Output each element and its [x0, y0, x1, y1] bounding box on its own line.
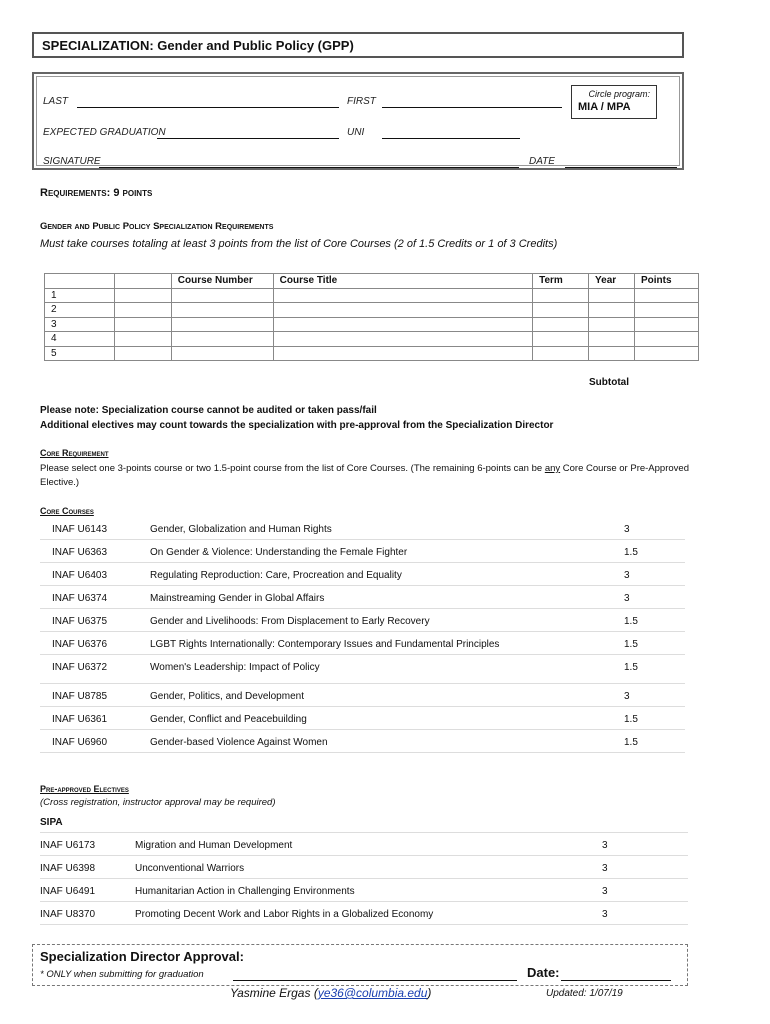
cell[interactable] — [171, 332, 273, 347]
table-row — [45, 303, 699, 318]
list-item — [40, 707, 685, 730]
col-header-course-number: Course Number — [171, 274, 273, 289]
list-item — [40, 879, 688, 902]
col-header-term: Term — [533, 274, 589, 289]
list-item — [40, 517, 685, 540]
course-code: INAF U6491 — [40, 886, 96, 897]
list-item — [40, 730, 685, 753]
cell[interactable] — [589, 303, 635, 318]
table-row — [45, 332, 699, 347]
course-code: INAF U6143 — [52, 524, 108, 535]
cell[interactable] — [171, 346, 273, 361]
course-name: Migration and Human Development — [135, 840, 293, 851]
director-name: Yasmine Ergas ( — [230, 986, 318, 1000]
table-row — [45, 288, 699, 303]
date-field[interactable] — [565, 167, 677, 168]
col-header-year: Year — [589, 274, 635, 289]
col-header-points: Points — [635, 274, 699, 289]
signature-label: SIGNATURE — [43, 156, 101, 167]
cell[interactable] — [114, 317, 171, 332]
list-item — [40, 833, 688, 856]
electives-note: Additional electives may count towards the specialization with pre-approval from the Specialization Director — [40, 420, 554, 431]
director-approval-box — [32, 944, 688, 986]
cell[interactable] — [635, 288, 699, 303]
course-points: 3 — [624, 593, 630, 604]
list-item — [40, 609, 685, 632]
electives-group-row — [40, 811, 688, 833]
course-name: Gender and Livelihoods: From Displacement to Early Recovery — [150, 616, 430, 627]
approval-title: Specialization Director Approval: — [40, 949, 244, 964]
approval-signature-field[interactable] — [233, 980, 517, 981]
cell[interactable] — [533, 332, 589, 347]
col-header-row-number — [45, 274, 115, 289]
row-number: 3 — [45, 317, 115, 332]
col-header-course-title: Course Title — [273, 274, 532, 289]
list-item — [40, 655, 685, 684]
course-code: INAF U6375 — [52, 616, 108, 627]
row-number: 2 — [45, 303, 115, 318]
core-requirement-title: Core Requirement — [40, 448, 109, 458]
course-code: INAF U6361 — [52, 714, 108, 725]
course-code: INAF U8785 — [52, 691, 108, 702]
cell[interactable] — [589, 346, 635, 361]
core-requirement-text-1: Please select one 3-points course or two 1.5-point course from the list of Core Courses. (The remaining 6-points can be — [40, 463, 545, 474]
list-item — [40, 632, 685, 655]
course-name: Gender-based Violence Against Women — [150, 737, 328, 748]
course-points: 3 — [624, 570, 630, 581]
row-number: 1 — [45, 288, 115, 303]
director-email-link[interactable]: ye36@columbia.edu — [317, 986, 428, 1000]
course-name: Mainstreaming Gender in Global Affairs — [150, 593, 325, 604]
cell[interactable] — [273, 303, 532, 318]
course-points: 3 — [602, 840, 608, 851]
cell[interactable] — [589, 288, 635, 303]
course-code: INAF U6376 — [52, 639, 108, 650]
course-name: Gender, Politics, and Development — [150, 691, 304, 702]
course-points: 1.5 — [624, 662, 638, 673]
footer-contact — [230, 986, 431, 1000]
course-code: INAF U6374 — [52, 593, 108, 604]
uni-field[interactable] — [382, 138, 520, 139]
course-code: INAF U6363 — [52, 547, 108, 558]
cell[interactable] — [589, 332, 635, 347]
cell[interactable] — [273, 317, 532, 332]
uni-label: UNI — [347, 127, 365, 138]
course-points: 3 — [602, 886, 608, 897]
cell[interactable] — [533, 288, 589, 303]
core-requirement-any: any — [544, 463, 561, 474]
course-points: 3 — [624, 691, 630, 702]
course-code: INAF U6372 — [52, 662, 108, 673]
course-name: Gender, Conflict and Peacebuilding — [150, 714, 307, 725]
cell[interactable] — [635, 303, 699, 318]
page-title: SPECIALIZATION: Gender and Public Policy (GPP) — [32, 32, 684, 58]
core-requirement-text-2: Core Course or Pre-Approved Elective.) — [40, 463, 689, 488]
cell[interactable] — [171, 303, 273, 318]
cell[interactable] — [171, 317, 273, 332]
cell[interactable] — [635, 332, 699, 347]
course-code: INAF U6398 — [40, 863, 96, 874]
list-item — [40, 563, 685, 586]
course-points: 3 — [602, 909, 608, 920]
course-points: 1.5 — [624, 616, 638, 627]
course-name: Gender, Globalization and Human Rights — [150, 524, 332, 535]
electives-subtitle: (Cross registration, instructor approval may be required) — [40, 797, 276, 808]
contact-close: ) — [427, 986, 432, 1000]
course-name: Promoting Decent Work and Labor Rights in a Globalized Economy — [135, 909, 434, 920]
course-entry-table — [44, 273, 699, 361]
course-code: INAF U8370 — [40, 909, 96, 920]
cell[interactable] — [171, 288, 273, 303]
course-name: Women's Leadership: Impact of Policy — [150, 662, 320, 673]
circle-program-label: Circle program: — [588, 89, 650, 99]
cell[interactable] — [114, 303, 171, 318]
list-item — [40, 902, 688, 925]
cell[interactable] — [114, 346, 171, 361]
student-info-box — [32, 72, 684, 170]
expected-graduation-field[interactable] — [157, 138, 339, 139]
course-code: INAF U6960 — [52, 737, 108, 748]
course-name: Humanitarian Action in Challenging Environments — [135, 886, 355, 897]
cell[interactable] — [533, 346, 589, 361]
cell[interactable] — [589, 317, 635, 332]
signature-field[interactable] — [99, 167, 519, 168]
cell[interactable] — [533, 317, 589, 332]
course-points: 1.5 — [624, 714, 638, 725]
course-code: INAF U6403 — [52, 570, 108, 581]
date-label: DATE — [529, 156, 555, 167]
list-item — [40, 586, 685, 609]
approval-note: * ONLY when submitting for graduation — [40, 969, 204, 980]
cell[interactable] — [635, 317, 699, 332]
subtotal-label: Subtotal — [589, 377, 629, 388]
cell[interactable] — [273, 332, 532, 347]
approval-date-field[interactable] — [561, 980, 671, 981]
audit-note: Please note: Specialization course cannot be audited or taken pass/fail — [40, 405, 377, 416]
core-courses-title: Core Courses — [40, 506, 94, 516]
updated-date: Updated: 1/07/19 — [546, 988, 623, 999]
list-item — [40, 540, 685, 563]
expected-graduation-label: EXPECTED GRADUATION — [43, 127, 166, 138]
last-name-field[interactable] — [77, 107, 339, 108]
cell[interactable] — [273, 288, 532, 303]
table-row — [45, 346, 699, 361]
cell[interactable] — [635, 346, 699, 361]
course-code: INAF U6173 — [40, 840, 96, 851]
course-points: 3 — [602, 863, 608, 874]
cell[interactable] — [114, 332, 171, 347]
cell[interactable] — [533, 303, 589, 318]
requirements-subheading: Gender and Public Policy Specialization Requirements — [40, 221, 274, 232]
approval-date-label: Date: — [527, 965, 560, 980]
program-options[interactable]: MIA / MPA — [578, 101, 631, 113]
electives-title: Pre-approved Electives — [40, 784, 129, 794]
course-points: 1.5 — [624, 547, 638, 558]
col-header-blank — [114, 274, 171, 289]
course-name: Regulating Reproduction: Care, Procreation and Equality — [150, 570, 402, 581]
table-row — [45, 317, 699, 332]
cell[interactable] — [114, 288, 171, 303]
course-points: 1.5 — [624, 737, 638, 748]
core-requirement-text — [40, 462, 700, 490]
course-points: 3 — [624, 524, 630, 535]
course-name: Unconventional Warriors — [135, 863, 245, 874]
course-points: 1.5 — [624, 639, 638, 650]
course-name: LGBT Rights Internationally: Contemporary Issues and Fundamental Principles — [150, 639, 500, 650]
list-item — [40, 684, 685, 707]
course-name: On Gender & Violence: Understanding the Female Fighter — [150, 547, 408, 558]
requirements-heading: Requirements: 9 points — [40, 187, 153, 199]
requirements-note: Must take courses totaling at least 3 points from the list of Core Courses (2 of 1.5 Credits or 1 of 3 Credits) — [40, 238, 558, 250]
table-header-row — [45, 274, 699, 289]
cell[interactable] — [273, 346, 532, 361]
row-number: 4 — [45, 332, 115, 347]
first-name-field[interactable] — [382, 107, 562, 108]
first-name-label: FIRST — [347, 96, 376, 107]
electives-group-label: SIPA — [40, 817, 63, 828]
list-item — [40, 856, 688, 879]
last-name-label: LAST — [43, 96, 69, 107]
program-selector[interactable] — [571, 85, 657, 119]
row-number: 5 — [45, 346, 115, 361]
